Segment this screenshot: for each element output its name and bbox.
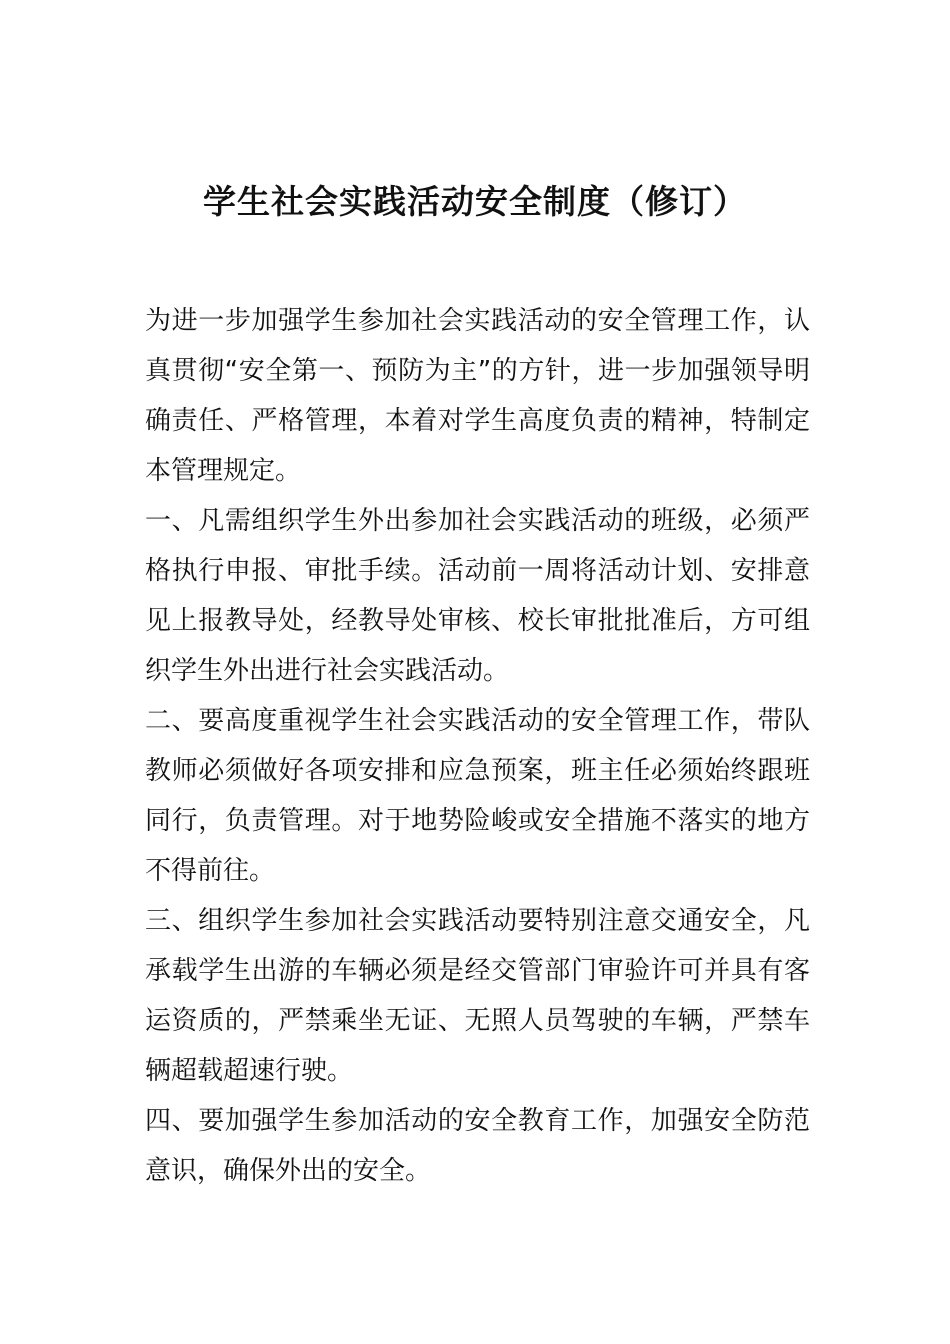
document-body (145, 296, 810, 1196)
paragraph-rule-1: 一、凡需组织学生外出参加社会实践活动的班级，必须严格执行申报、审批手续。活动前一周将活动计划、安排意见上报教导处，经教导处审核、校长审批批准后，方可组织学生外出进行社会实践活动。 (145, 506, 810, 686)
paragraph-intro: 为进一步加强学生参加社会实践活动的安全管理工作，认真贯彻“安全第一、预防为主”的方针，进一步加强领导明确责任、严格管理，本着对学生高度负责的精神，特制定本管理规定。 (145, 306, 810, 486)
document-title: 学生社会实践活动安全制度（修订） (203, 182, 747, 222)
paragraph-rule-2: 二、要高度重视学生社会实践活动的安全管理工作，带队教师必须做好各项安排和应急预案，班主任必须始终跟班同行，负责管理。对于地势险峻或安全措施不落实的地方不得前往。 (145, 706, 810, 886)
paragraph-rule-3: 三、组织学生参加社会实践活动要特别注意交通安全，凡承载学生出游的车辆必须是经交管部门审验许可并具有客运资质的，严禁乘坐无证、无照人员驾驶的车辆，严禁车辆超载超速行驶。 (145, 906, 810, 1086)
paragraph-rule-4: 四、要加强学生参加活动的安全教育工作，加强安全防范意识，确保外出的安全。 (145, 1106, 810, 1186)
